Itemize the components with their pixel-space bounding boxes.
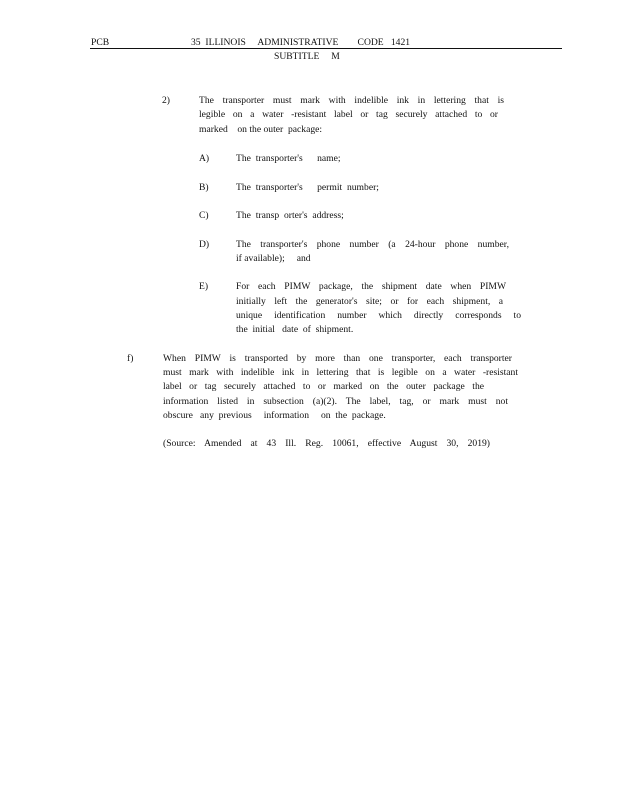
- item-f-label: f): [127, 353, 134, 364]
- source-note: (Source: Amended at 43 Ill. Reg. 10061, effective August 30, 2019): [163, 438, 490, 449]
- item-f-line-2: must mark with indelible ink in lettering that is legible on a water -resistant: [163, 367, 518, 378]
- item-2-label: 2): [162, 95, 170, 106]
- item-f-line-5: obscure any previous information on the package.: [163, 410, 386, 421]
- header-rule: [90, 48, 562, 49]
- subitem-e-label: E): [199, 281, 209, 292]
- subitem-a-text: The transporter's name;: [236, 153, 341, 164]
- subitem-c-label: C): [199, 210, 209, 221]
- subitem-e-line-1: For each PIMW package, the shipment date when PIMW: [236, 281, 506, 292]
- subitem-a-label: A): [199, 153, 210, 164]
- item-f-line-3: label or tag securely attached to or marked on the outer package the: [163, 381, 484, 392]
- header-title: 35 ILLINOIS ADMINISTRATIVE CODE 1421: [191, 37, 411, 48]
- item-2-line-2: legible on a water -resistant label or tag securely attached to or: [199, 109, 498, 120]
- subitem-c-text: The transp orter's address;: [236, 210, 344, 221]
- subitem-d-line-2: if available); and: [236, 253, 311, 264]
- subitem-e-line-4: the initial date of shipment.: [236, 324, 354, 335]
- item-2-line-1: The transporter must mark with indelible ink in lettering that is: [199, 95, 504, 106]
- header-left: PCB: [91, 37, 110, 48]
- item-f-line-4: information listed in subsection (a)(2). The label, tag, or mark must not: [163, 396, 508, 407]
- subitem-d-line-1: The transporter's phone number (a 24-hour phone number,: [236, 239, 509, 250]
- subitem-b-text: The transporter's permit number;: [236, 182, 379, 193]
- item-f-line-1: When PIMW is transported by more than one transporter, each transporter: [163, 353, 512, 364]
- subitem-e-line-2: initially left the generator's site; or for each shipment, a: [236, 296, 503, 307]
- header-subtitle: SUBTITLE M: [274, 51, 340, 62]
- subitem-e-line-3: unique identification number which directly corresponds to: [236, 310, 521, 321]
- subitem-b-label: B): [199, 182, 209, 193]
- subitem-d-label: D): [199, 239, 210, 250]
- item-2-line-3: marked on the outer package:: [199, 124, 323, 135]
